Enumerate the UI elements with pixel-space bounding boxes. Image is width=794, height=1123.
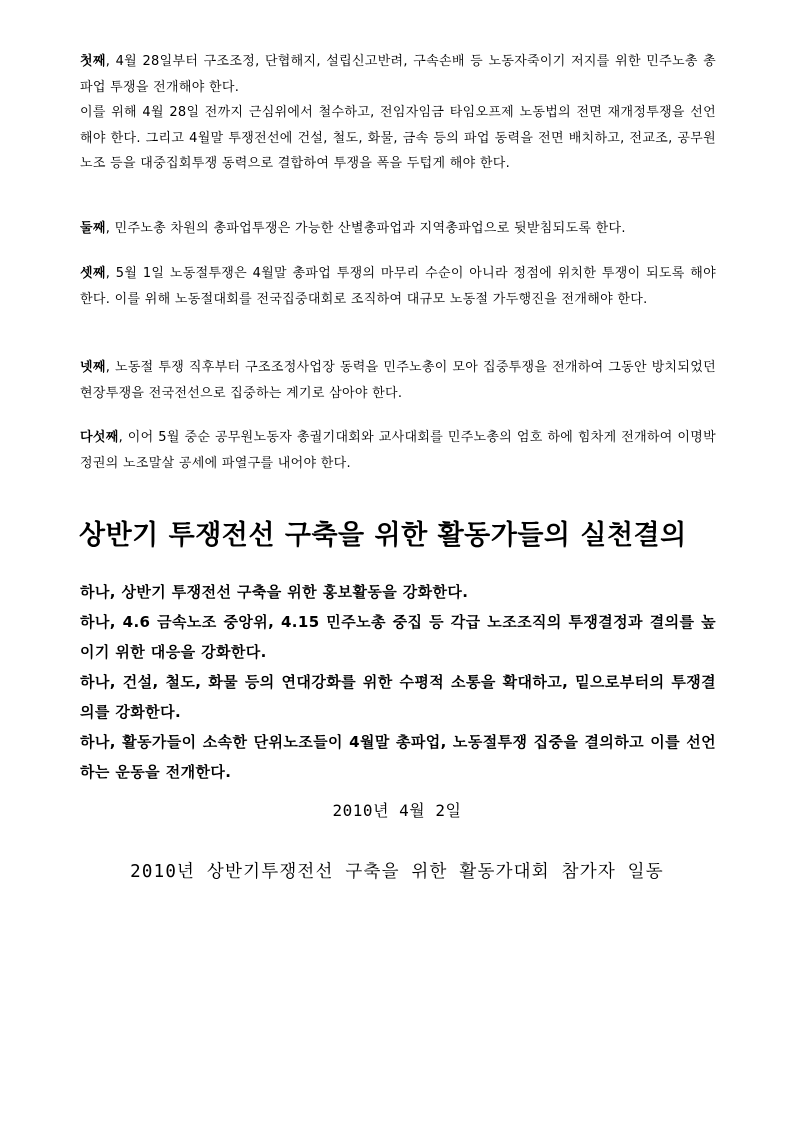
resolution-list [80,577,716,787]
paragraph-fifth [80,425,716,476]
paragraph-text: , 이어 5월 중순 공무원노동자 총궐기대회와 교사대회를 민주노총의 엄호 하에 힘차게 전개하여 이명박정권의 노조말살 공세에 파열구를 내어야 한다. [80,430,716,471]
resolution-item: 하나, 건설, 철도, 화물 등의 연대강화를 위한 수평적 소통을 확대하고, 밑으로부터의 투쟁결의를 강화한다. [80,673,716,721]
paragraph-text: , 민주노총 차원의 총파업투쟁은 가능한 산별총파업과 지역총파업으로 뒷받침되도록 한다. [105,221,626,236]
paragraph-lead: 다섯째 [80,430,119,445]
paragraph-text: , 4월 28일부터 구조조정, 단협해지, 설립신고반려, 구속손배 등 노동자죽이기 저지를 위한 민주노총 총파업 투쟁을 전개해야 한다. 이를 위해 4월 28일 전까지 근심위에서 철수하고, 전임자임금 타임오프제 노동법의 전면 재개정투쟁을 선언해야 한다. 그리고 4월말 투쟁전선에 건설, 철도, 화물, 금속 등의 파업 동력을 전면 배치하고, 전교조, 공무원노조 등을 대중집회투쟁 동력으로 결합하여 투쟁을 폭을 두텁게 해야 한다. [80,54,716,171]
resolution-item: 하나, 4.6 금속노조 중앙위, 4.15 민주노총 중집 등 각급 노조조직의 투쟁결정과 결의를 높이기 위한 대응을 강화한다. [80,613,716,661]
resolution-item: 하나, 상반기 투쟁전선 구축을 위한 홍보활동을 강화한다. [80,583,469,601]
paragraph-fourth [80,355,716,406]
paragraph-text: , 5월 1일 노동절투쟁은 4월말 총파업 투쟁의 마무리 수순이 아니라 정점에 위치한 투쟁이 되도록 해야 한다. 이를 위해 노동절대회를 전국집중대회로 조직하여 대규모 노동절 가두행진을 전개해야 한다. [80,266,716,307]
paragraph-text: , 노동절 투쟁 직후부터 구조조정사업장 동력을 민주노총이 모아 집중투쟁을 전개하여 그동안 방치되었던 현장투쟁을 전국전선으로 집중하는 계기로 삼아야 한다. [80,360,716,401]
paragraph-third [80,261,716,312]
paragraph-second [80,216,716,242]
section-heading: 상반기 투쟁전선 구축을 위한 활동가들의 실천결의 [79,520,687,551]
paragraph-lead: 둘째 [80,221,106,236]
paragraph-first [80,49,716,177]
paragraph-lead: 넷째 [80,360,106,375]
signature-line: 2010년 상반기투쟁전선 구축을 위한 활동가대회 참가자 일동 [130,862,664,882]
paragraph-lead: 셋째 [80,266,106,281]
document-date: 2010년 4월 2일 [332,801,462,820]
paragraph-lead: 첫째 [80,54,106,69]
resolution-item: 하나, 활동가들이 소속한 단위노조들이 4월말 총파업, 노동절투쟁 집중을 결의하고 이를 선언하는 운동을 전개한다. [80,733,716,781]
